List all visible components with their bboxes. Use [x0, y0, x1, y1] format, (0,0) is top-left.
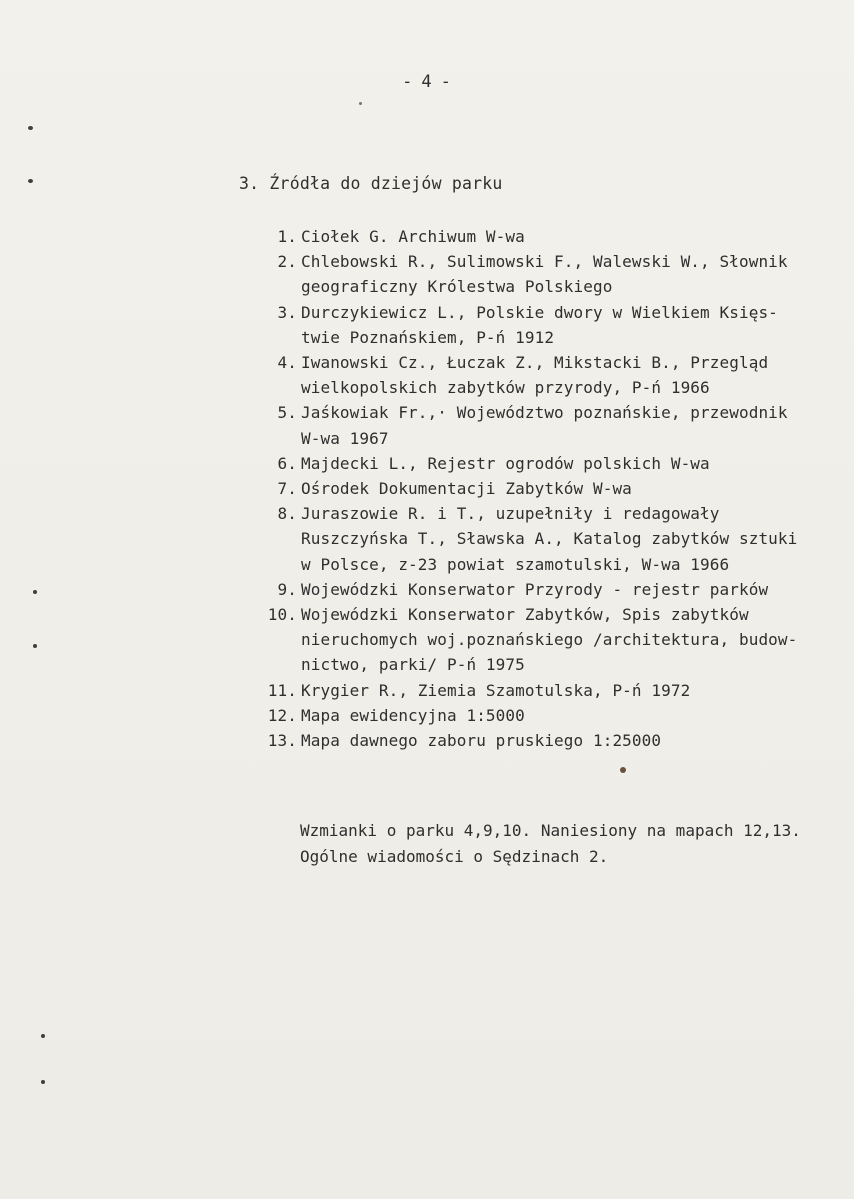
sources-list — [255, 224, 845, 753]
source-item — [255, 476, 845, 501]
scan-mark — [41, 1080, 45, 1084]
source-line: wielkopolskich zabytków przyrody, P-ń 1966 — [301, 378, 710, 398]
source-text — [301, 602, 845, 678]
source-number: 1. — [277, 227, 297, 246]
source-line: w Polsce, z-23 powiat szamotulski, W-wa 1966 — [301, 554, 730, 574]
source-number: 11. — [267, 680, 297, 700]
page-number-value: 4 — [421, 72, 433, 92]
source-text — [301, 577, 845, 602]
note-line: Wzmianki o parku 4,9,10. Naniesiony na mapach 12,13. — [300, 821, 801, 840]
source-line: Chlebowski R., Sulimowski F., Walewski W., Słownik — [301, 252, 788, 272]
source-text — [301, 451, 845, 476]
source-item — [255, 249, 845, 299]
source-item — [255, 400, 845, 450]
source-number: 13. — [267, 731, 297, 751]
source-number: 3. — [277, 302, 297, 322]
source-number: 10. — [267, 605, 297, 625]
source-text — [301, 249, 845, 299]
source-number: 8. — [277, 504, 297, 524]
source-text — [301, 501, 845, 577]
source-line: Wojewódzki Konserwator Zabytków, Spis zabytków — [301, 605, 749, 625]
page-number: - 4 - — [402, 72, 452, 92]
source-item — [255, 728, 845, 753]
source-number: 9. — [277, 579, 297, 599]
scan-mark — [28, 126, 33, 130]
source-line: nictwo, parki/ P-ń 1975 — [301, 655, 525, 675]
source-item — [255, 451, 845, 476]
source-line: Durczykiewicz L., Polskie dwory w Wielkiem Księs- — [301, 302, 778, 322]
source-text — [301, 476, 845, 501]
source-item — [255, 501, 845, 577]
scan-mark — [359, 102, 362, 105]
note-line: Ogólne wiadomości o Sędzinach 2. — [300, 847, 609, 866]
source-line: Jaśkowiak Fr.,· Województwo poznańskie, przewodnik — [301, 403, 788, 423]
source-number: 6. — [277, 453, 297, 473]
source-item — [255, 350, 845, 400]
source-number: 5. — [277, 403, 297, 423]
source-line: twie Poznańskiem, P-ń 1912 — [301, 327, 555, 347]
source-item — [255, 224, 845, 249]
source-line: geograficzny Królestwa Polskiego — [301, 277, 613, 297]
source-number: 12. — [267, 705, 297, 725]
scan-mark — [41, 1034, 45, 1038]
source-line: Iwanowski Cz., Łuczak Z., Mikstacki B., Przegląd — [301, 353, 769, 373]
source-line: Ciołek G. Archiwum W-wa — [301, 227, 525, 246]
source-number: 2. — [277, 252, 297, 272]
source-text — [301, 678, 845, 703]
source-text — [301, 400, 845, 450]
source-text — [301, 224, 845, 249]
source-line: Krygier R., Ziemia Szamotulska, P-ń 1972 — [301, 680, 691, 700]
source-line: nieruchomych woj.poznańskiego /architektura, budow- — [301, 630, 798, 650]
source-line: W-wa 1967 — [301, 428, 389, 448]
source-text — [301, 300, 845, 350]
source-item — [255, 300, 845, 350]
scan-mark — [620, 767, 626, 773]
source-item — [255, 678, 845, 703]
source-line: Ruszczyńska T., Sławska A., Katalog zabytków sztuki — [301, 529, 798, 549]
source-number: 4. — [277, 353, 297, 373]
source-line: Ośrodek Dokumentacji Zabytków W-wa — [301, 479, 632, 499]
scan-mark — [28, 179, 33, 183]
source-text — [301, 703, 845, 728]
section-number: 3. — [239, 174, 260, 193]
notes — [300, 818, 801, 870]
source-item — [255, 577, 845, 602]
source-line: Juraszowie R. i T., uzupełniły i redagowały — [301, 504, 720, 524]
scan-mark — [33, 590, 37, 594]
source-item — [255, 703, 845, 728]
section-heading — [239, 174, 503, 193]
source-number: 7. — [277, 479, 297, 499]
source-line: Mapa ewidencyjna 1:5000 — [301, 705, 525, 725]
source-text — [301, 728, 845, 753]
source-item — [255, 602, 845, 678]
source-text — [301, 350, 845, 400]
scan-mark — [33, 644, 37, 648]
source-line: Mapa dawnego zaboru pruskiego 1:25000 — [301, 731, 662, 751]
section-title: Źródła do dziejów parku — [269, 174, 503, 193]
source-line: Majdecki L., Rejestr ogrodów polskich W-wa — [301, 453, 710, 473]
source-line: Wojewódzki Konserwator Przyrody - rejestr parków — [301, 579, 769, 599]
